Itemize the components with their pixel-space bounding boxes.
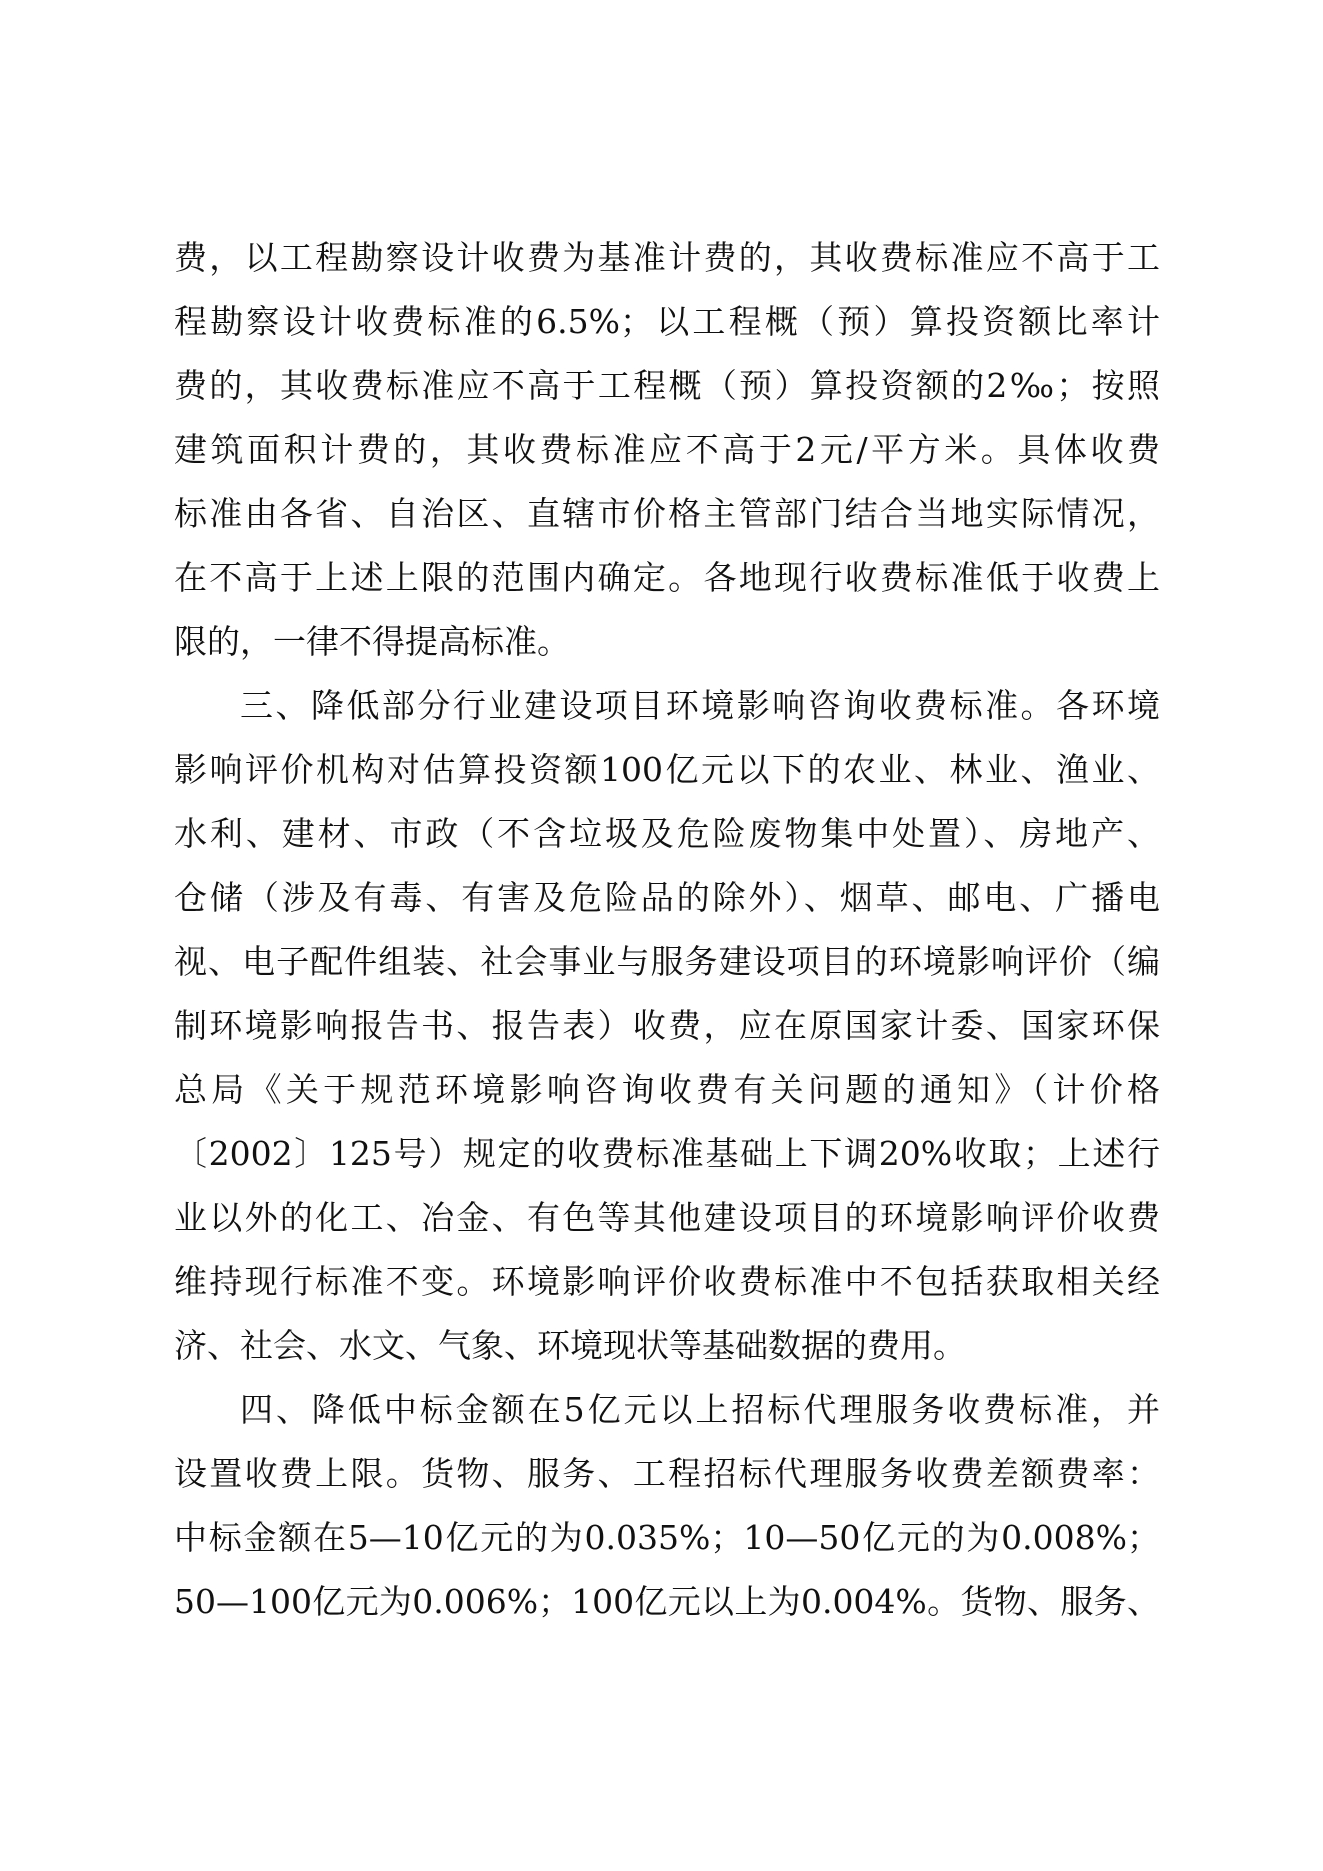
document-body (174, 226, 1160, 1634)
text-line: 水利、建材、市政（不含垃圾及危险废物集中处置）、房地产、 (174, 814, 1160, 853)
text-line: 标准由各省、自治区、直辖市价格主管部门结合当地实际情况， (174, 494, 1160, 533)
text-line: 总局《关于规范环境影响咨询收费有关问题的通知》（计价格 (174, 1070, 1160, 1109)
paragraph-three (174, 674, 1160, 1378)
text-line: 建筑面积计费的，其收费标准应不高于2元/平方米。具体收费 (174, 430, 1160, 469)
text-line: 三、降低部分行业建设项目环境影响咨询收费标准。各环境 (240, 686, 1160, 725)
text-line: 济、社会、水文、气象、环境现状等基础数据的费用。 (174, 1326, 966, 1365)
text-line: 〔2002〕125号）规定的收费标准基础上下调20%收取；上述行 (174, 1134, 1160, 1173)
paragraph-four (174, 1378, 1160, 1634)
text-line: 四、降低中标金额在5亿元以上招标代理服务收费标准，并 (240, 1390, 1160, 1429)
paragraph-continued (174, 226, 1160, 674)
text-line: 视、电子配件组装、社会事业与服务建设项目的环境影响评价（编 (174, 942, 1160, 981)
text-line: 50—100亿元为0.006%；100亿元以上为0.004%。货物、服务、 (174, 1582, 1160, 1621)
text-line: 程勘察设计收费标准的6.5%；以工程概（预）算投资额比率计 (174, 302, 1160, 341)
text-line: 限的，一律不得提高标准。 (174, 622, 570, 661)
text-line: 维持现行标准不变。环境影响评价收费标准中不包括获取相关经 (174, 1262, 1160, 1301)
text-line: 影响评价机构对估算投资额100亿元以下的农业、林业、渔业、 (174, 750, 1160, 789)
text-line: 业以外的化工、冶金、有色等其他建设项目的环境影响评价收费 (174, 1198, 1160, 1237)
text-line: 费的，其收费标准应不高于工程概（预）算投资额的2‰；按照 (174, 366, 1160, 405)
text-line: 费，以工程勘察设计收费为基准计费的，其收费标准应不高于工 (174, 238, 1160, 277)
text-line: 中标金额在5—10亿元的为0.035%；10—50亿元的为0.008%； (174, 1518, 1160, 1557)
text-line: 在不高于上述上限的范围内确定。各地现行收费标准低于收费上 (174, 558, 1160, 597)
text-line: 制环境影响报告书、报告表）收费，应在原国家计委、国家环保 (174, 1006, 1160, 1045)
text-line: 仓储（涉及有毒、有害及危险品的除外）、烟草、邮电、广播电 (174, 878, 1160, 917)
text-line: 设置收费上限。货物、服务、工程招标代理服务收费差额费率： (174, 1454, 1160, 1493)
